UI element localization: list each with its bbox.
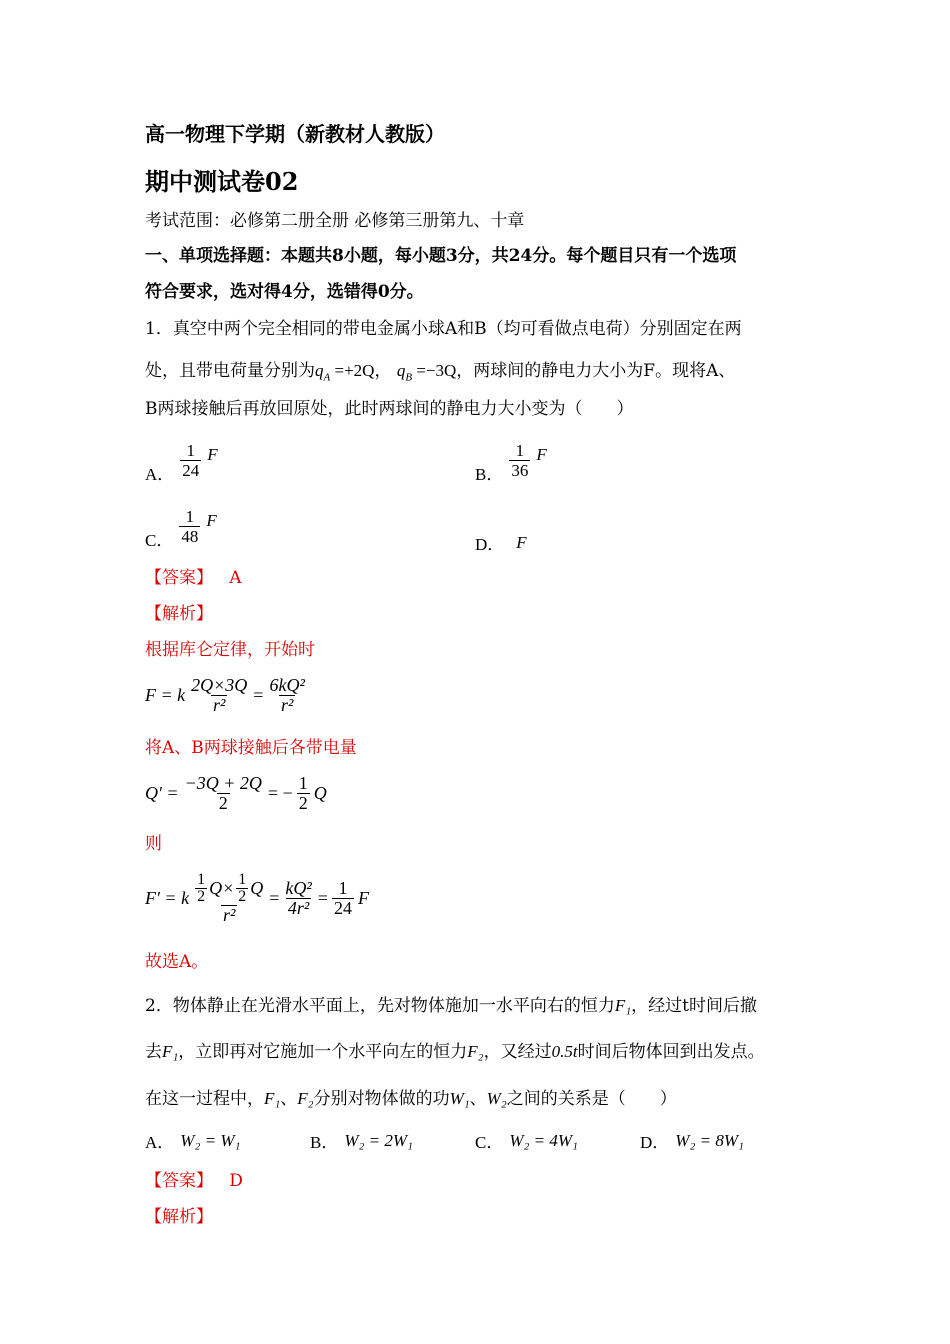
q1-answer: 【答案】 A (145, 568, 242, 588)
q1-eq1: F = k $\frac{2Q\times 3Q}{\text{r²}}$ = $\frac{\text{6kQ²}}{\text{r²}}$ (145, 675, 305, 715)
qa-symbol: $q_A =+2Q$ (315, 361, 375, 384)
section-heading-2: 符合要求，选对得4分，选错得0分。 (145, 282, 424, 302)
page-subtitle: 期中测试卷02 (145, 167, 299, 196)
q1-analysis-text3: 则 (145, 834, 162, 854)
q1-analysis-text1: 根据库仑定律，开始时 (145, 640, 315, 660)
q1-line2: 处，且带电荷量分别为$q_A =+2Q$， $q_B =-3Q$，两球间的静电力大小为F。现将A、 (145, 361, 736, 384)
q1-answer-value: A (229, 568, 242, 588)
qb-symbol: $q_B =-3Q$ (396, 361, 457, 384)
q1-option-d[interactable]: D． F (475, 532, 527, 554)
q2-line3: 在这一过程中，F₁、F₂分别对物体做的功W₁、W₂之间的关系是（ ） (145, 1089, 677, 1109)
t-value: 0.5t (551, 1042, 578, 1061)
q1-option-c[interactable]: C． $\frac{1}{48}$ F (145, 507, 217, 550)
page-title: 高一物理下学期（新教材人教版） (145, 122, 445, 146)
q2-analysis-label: 【解析】 (145, 1207, 213, 1227)
q1-line3: B两球接触后再放回原处，此时两球间的静电力大小变为（ ） (145, 399, 634, 419)
q2-option-c[interactable]: C． W₂ = 4W₁ (475, 1130, 578, 1152)
q2-option-b[interactable]: B． W₂ = 2W₁ (310, 1130, 413, 1152)
exam-scope: 考试范围：必修第二册全册 必修第三册第九、十章 (145, 211, 525, 231)
q1-conclusion: 故选A。 (145, 952, 209, 972)
q1-analysis-label: 【解析】 (145, 604, 213, 624)
q2-option-a[interactable]: A． W₂ = W₁ (145, 1130, 241, 1152)
w2-symbol: W₂ (486, 1089, 507, 1108)
f1-symbol: F₁ (614, 996, 632, 1015)
q2-answer-value: D (229, 1171, 243, 1191)
q1-option-a[interactable]: A． $\frac{1}{24}$ F (145, 441, 218, 484)
q1-line2-post: ，两球间的静电力大小为F。现将A、 (456, 361, 736, 381)
q1-analysis-text2: 将A、B两球接触后各带电量 (145, 738, 357, 758)
q2-answer: 【答案】 D (145, 1171, 243, 1191)
q1-eq3: F′ = k $\frac{1}{2}$ Q× $\frac{1}{2}$ Q r² = $\frac{\text{kQ²}}{\text{4r²}}$ = $\frac{1}{24}$ F (145, 871, 369, 925)
q1-line1: 1．真空中两个完全相同的带电金属小球A和B（均可看做点电荷）分别固定在两 (145, 319, 742, 339)
q1-line2-pre: 处，且带电荷量分别为 (145, 361, 315, 381)
q2-option-d[interactable]: D． W₂ = 8W₁ (640, 1130, 744, 1152)
q2-line2: 去F₁，立即再对它施加一个水平向左的恒力F₂，又经过0.5t时间后物体回到出发点。 (145, 1042, 765, 1062)
w1-symbol: W₁ (449, 1089, 470, 1108)
section-heading-1: 一、单项选择题：本题共8小题，每小题3分，共24分。每个题目只有一个选项 (145, 246, 737, 266)
q2-line1: 2．物体静止在光滑水平面上，先对物体施加一水平向右的恒力F₁，经过t时间后撤 (145, 996, 757, 1016)
f2-symbol: F₂ (467, 1042, 484, 1061)
q1-eq2: Q′ = $\frac{-3Q + 2Q}{2}$ = − $\frac{1}{2}$ Q (145, 773, 327, 813)
q1-option-b[interactable]: B． $\frac{1}{36}$ F (475, 441, 547, 484)
